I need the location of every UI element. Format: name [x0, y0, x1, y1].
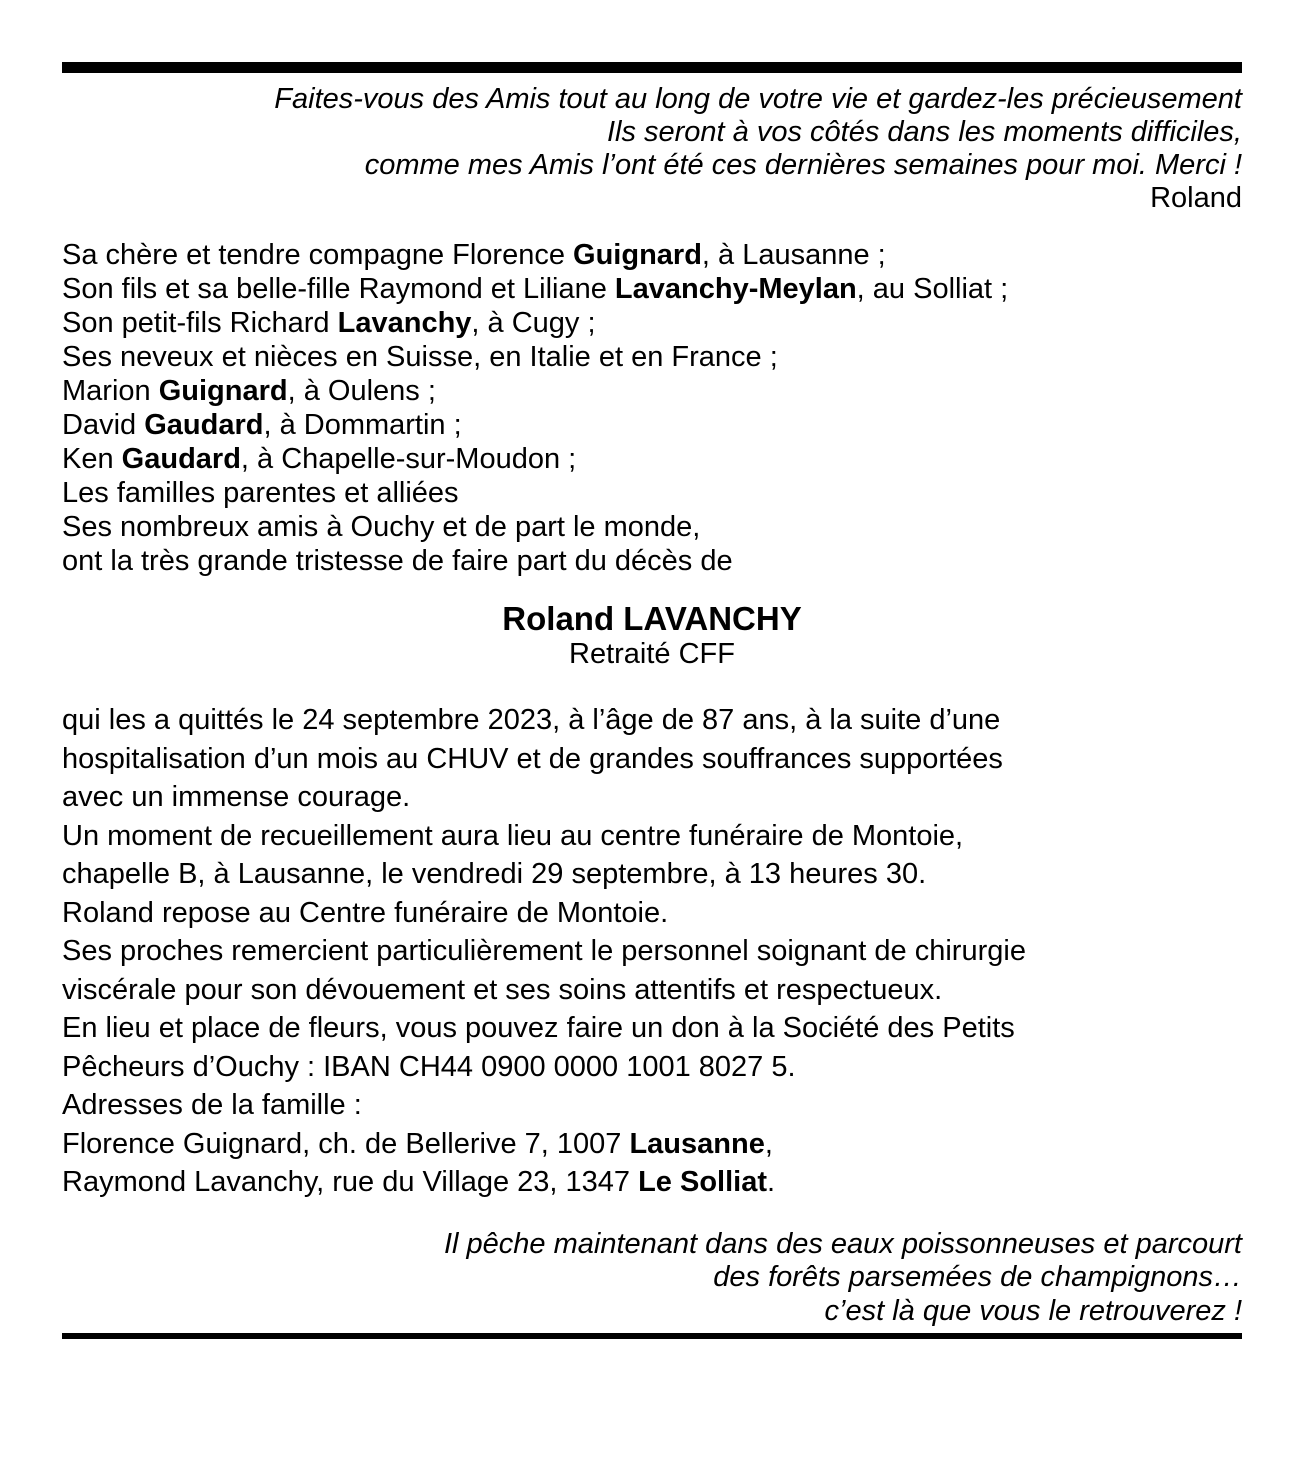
text-segment: En lieu et place de fleurs, vous pouvez faire un don à la Société des Petits: [62, 1012, 1015, 1044]
body-line: [62, 932, 1242, 971]
quote-line: c’est là que vous le retrouverez !: [824, 1294, 1242, 1327]
text-segment: Ses proches remercient particulièrement le personnel soignant de chirurgie: [62, 935, 1026, 967]
text-segment: , à Cugy ;: [471, 307, 596, 339]
family-line: [62, 238, 1242, 272]
text-segment: , à Lausanne ;: [701, 239, 886, 271]
text-segment: Un moment de recueillement aura lieu au centre funéraire de Montoie,: [62, 819, 964, 852]
opening-quote: [62, 83, 1242, 215]
emphasized-name: Guignard: [573, 239, 702, 271]
family-line: [62, 408, 1242, 442]
text-segment: Ses neveux et nièces en Suisse, en Italie et en France ;: [62, 341, 778, 373]
text-segment: Les familles parentes et alliées: [62, 477, 459, 509]
quote-line: des forêts parsemées de champignons…: [713, 1261, 1242, 1293]
family-line: [62, 510, 1242, 544]
quote-line: Il pêche maintenant dans des eaux poissonneuses et parcourt: [443, 1227, 1242, 1260]
text-segment: Pêcheurs d’Ouchy : IBAN CH44 0900 0000 1001 8027 5.: [62, 1050, 796, 1083]
text-segment: chapelle B, à Lausanne, le vendredi 29 septembre, à 13 heures 30.: [62, 858, 927, 890]
quote-signature: Roland: [1150, 182, 1242, 214]
text-segment: hospitalisation d’un mois au CHUV et de grandes souffrances supportées: [62, 742, 1003, 775]
body-line: [62, 1009, 1242, 1048]
closing-quote: [62, 1228, 1242, 1329]
deceased-subtitle: Retraité CFF: [569, 638, 735, 670]
body-line: [62, 701, 1242, 740]
text-segment: Ses nombreux amis à Ouchy et de part le monde,: [62, 511, 701, 543]
body-line: [62, 971, 1242, 1010]
quote-line: Faites-vous des Amis tout au long de votre vie et gardez-les précieusement: [274, 83, 1242, 115]
quote-line: Ils seront à vos côtés dans les moments difficiles,: [606, 116, 1242, 148]
text-segment: ont la très grande tristesse de faire part du décès de: [62, 545, 733, 577]
text-segment: Florence Guignard, ch. de Bellerive 7, 1007: [62, 1127, 630, 1160]
text-segment: ,: [764, 1127, 773, 1160]
family-line: [62, 272, 1242, 306]
obituary-page: [0, 62, 1304, 1464]
body-line: [62, 1125, 1242, 1164]
body-line: [62, 740, 1242, 779]
body-line: [62, 855, 1242, 894]
deceased-header: [62, 600, 1242, 671]
emphasized-name: Lavanchy: [337, 307, 472, 339]
text-segment: viscérale pour son dévouement et ses soins attentifs et respectueux.: [62, 973, 943, 1006]
family-line: [62, 476, 1242, 510]
text-segment: Roland repose au Centre funéraire de Montoie.: [62, 896, 669, 929]
bottom-rule: [62, 1333, 1242, 1339]
family-line: [62, 544, 1242, 578]
text-segment: Raymond Lavanchy, rue du Village 23, 1347: [62, 1166, 639, 1198]
text-segment: Adresses de la famille :: [62, 1089, 362, 1121]
family-line: [62, 306, 1242, 340]
announcement-body: [62, 701, 1242, 1202]
text-segment: , au Solliat ;: [856, 273, 1009, 305]
body-line: [62, 1163, 1242, 1202]
body-line: [62, 778, 1242, 817]
emphasized-name: Gaudard: [121, 443, 241, 475]
emphasized-name: Guignard: [158, 375, 288, 407]
text-segment: .: [767, 1166, 776, 1198]
body-line: [62, 1048, 1242, 1087]
family-line: [62, 374, 1242, 408]
text-segment: , à Dommartin ;: [263, 409, 462, 441]
emphasized-name: Gaudard: [144, 409, 264, 441]
body-line: [62, 894, 1242, 933]
text-segment: Son fils et sa belle-fille Raymond et Liliane: [62, 273, 615, 305]
body-line: [62, 817, 1242, 856]
text-segment: David: [62, 409, 145, 441]
text-segment: Sa chère et tendre compagne Florence: [62, 239, 574, 271]
family-list: [62, 238, 1242, 578]
top-rule: [62, 62, 1242, 73]
deceased-name: Roland LAVANCHY: [502, 600, 802, 637]
body-line: [62, 1086, 1242, 1125]
emphasized-name: Le Solliat: [638, 1166, 768, 1198]
text-segment: , à Oulens ;: [287, 375, 436, 407]
text-segment: qui les a quittés le 24 septembre 2023, à l’âge de 87 ans, à la suite d’une: [62, 704, 1001, 736]
family-line: [62, 340, 1242, 374]
text-segment: , à Chapelle-sur-Moudon ;: [240, 443, 577, 475]
text-segment: Ken: [62, 443, 122, 475]
text-segment: Son petit-fils Richard: [62, 307, 338, 339]
emphasized-name: Lavanchy-Meylan: [614, 273, 857, 305]
text-segment: Marion: [62, 375, 159, 407]
quote-line: comme mes Amis l’ont été ces dernières semaines pour moi. Merci !: [364, 149, 1242, 181]
family-line: [62, 442, 1242, 476]
emphasized-name: Lausanne: [629, 1127, 765, 1160]
text-segment: avec un immense courage.: [62, 781, 411, 813]
